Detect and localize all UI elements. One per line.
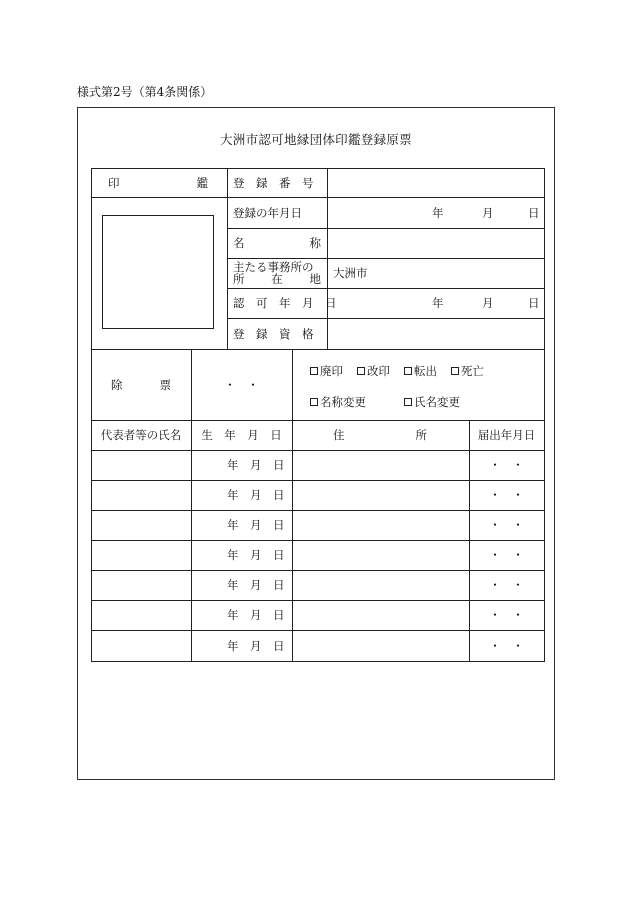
rep-notified-cell[interactable]: ・ ・ (489, 458, 524, 472)
checkbox-icon[interactable] (451, 367, 459, 375)
office-label-line1: 主たる事務所の (233, 260, 314, 274)
name-label-right: 称 (309, 236, 321, 250)
checkbox-icon[interactable] (404, 398, 412, 406)
rep-name-cell[interactable] (91, 450, 191, 480)
rep-header-address: 住 所 (333, 428, 427, 442)
rep-header-name: 代表者等の氏名 (100, 428, 182, 442)
checkbox-icon[interactable] (310, 398, 318, 406)
office-location-label (233, 258, 321, 288)
registration-date-field[interactable] (327, 197, 544, 228)
registration-date-label: 登録の年月日 (233, 205, 302, 220)
grid-line (227, 168, 228, 349)
seal-header-left: 印 (108, 175, 120, 190)
rep-birth-cell[interactable]: 年 月 日 (227, 578, 285, 592)
rep-address-cell[interactable] (292, 540, 469, 570)
rep-header-birth: 生 年 月 日 (201, 428, 282, 442)
rep-name-cell[interactable] (91, 480, 191, 510)
checkbox-icon[interactable] (357, 367, 365, 375)
registration-number-label: 登 録 番 号 (233, 175, 314, 190)
registration-date-year: 年 (432, 205, 444, 220)
rep-birth-cell[interactable]: 年 月 日 (227, 638, 285, 653)
registration-number-field[interactable] (327, 168, 544, 197)
form-title: 大洲市認可地縁団体印鑑登録原票 (219, 132, 412, 147)
rep-notified-cell[interactable]: ・ ・ (489, 548, 524, 562)
approval-date-field[interactable] (327, 288, 544, 318)
name-label-left: 名 (233, 236, 245, 250)
checkbox-icon[interactable] (404, 367, 412, 375)
rep-address-cell[interactable] (292, 570, 469, 600)
removal-label (111, 349, 171, 420)
reason-person-name-changed[interactable]: 氏名変更 (404, 394, 460, 410)
removal-label-left: 除 (111, 377, 123, 392)
rep-name-cell[interactable] (91, 570, 191, 600)
reason-seal-changed[interactable]: 改印 (357, 363, 390, 379)
reason-deceased[interactable]: 死亡 (451, 363, 484, 379)
registration-date-month: 月 (482, 205, 494, 220)
rep-notified-cell[interactable]: ・ ・ (489, 638, 524, 653)
registration-date-day: 日 (528, 205, 540, 220)
grid-line (91, 661, 544, 662)
rep-address-cell[interactable] (292, 630, 469, 661)
rep-birth-cell[interactable]: 年 月 日 (227, 548, 285, 562)
approval-date-year: 年 (432, 296, 444, 310)
approval-date-month: 月 (482, 296, 494, 310)
rep-birth-cell[interactable]: 年 月 日 (227, 608, 285, 622)
grid-line (544, 168, 545, 662)
office-label-line2: 所 在 地 (233, 272, 321, 286)
rep-name-cell[interactable] (91, 630, 191, 661)
rep-notified-cell[interactable]: ・ ・ (489, 488, 524, 502)
rep-birth-cell[interactable]: 年 月 日 (227, 518, 285, 532)
rep-header-notified: 届出年月日 (477, 428, 536, 442)
reason-name-changed[interactable]: 名称変更 (310, 394, 366, 410)
approval-date-label: 認 可 年 月 日 (233, 296, 337, 310)
office-location-value[interactable]: 大洲市 (333, 266, 368, 280)
name-field[interactable] (327, 228, 544, 258)
seal-header (108, 168, 208, 197)
rep-name-cell[interactable] (91, 510, 191, 540)
rep-birth-cell[interactable]: 年 月 日 (227, 458, 285, 472)
qualification-field[interactable] (327, 318, 544, 349)
rep-address-cell[interactable] (292, 510, 469, 540)
checkbox-icon[interactable] (310, 367, 318, 375)
removal-label-right: 票 (159, 377, 171, 392)
seal-header-right: 鑑 (196, 175, 208, 190)
rep-notified-cell[interactable]: ・ ・ (489, 608, 524, 622)
rep-notified-cell[interactable]: ・ ・ (489, 578, 524, 592)
reason-moved-out[interactable]: 転出 (404, 363, 437, 379)
rep-name-cell[interactable] (91, 540, 191, 570)
rep-address-cell[interactable] (292, 600, 469, 630)
seal-imprint-box[interactable] (102, 215, 214, 329)
rep-address-cell[interactable] (292, 450, 469, 480)
rep-notified-cell[interactable]: ・ ・ (489, 518, 524, 532)
approval-date-day: 日 (528, 296, 540, 310)
rep-birth-cell[interactable]: 年 月 日 (227, 488, 285, 502)
rep-address-cell[interactable] (292, 480, 469, 510)
form-number-label: 様式第2号（第4条関係） (77, 85, 213, 99)
reason-discontinued[interactable]: 廃印 (310, 363, 343, 379)
name-label (233, 228, 321, 258)
removal-date[interactable]: ・ ・ (224, 377, 259, 392)
rep-name-cell[interactable] (91, 600, 191, 630)
qualification-label: 登 録 資 格 (233, 326, 314, 341)
